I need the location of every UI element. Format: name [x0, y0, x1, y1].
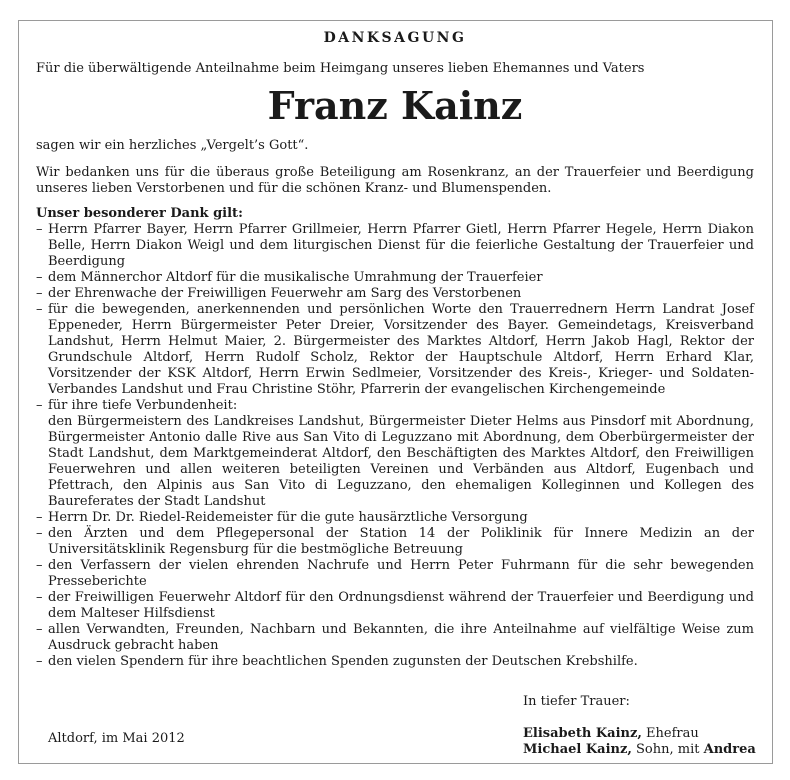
mourner-line [523, 742, 756, 758]
mourner-extra: Andrea [703, 742, 756, 757]
mourner-role: Ehefrau [646, 726, 699, 741]
list-item-text: den Ärzten und dem Pflegepersonal der Station 14 der Poliklinik für Innere Medizin an der Universitätsklinik Regensburg für die bestmögliche Betreuung [48, 526, 754, 557]
list-dash: – [36, 286, 43, 301]
list-item-text: allen Verwandten, Freunden, Nachbarn und Bekannten, die ihre Anteilnahme auf vielfältige Weise zum Ausdruck gebracht haben [48, 622, 754, 653]
list-dash: – [36, 590, 43, 605]
thanks-paragraph: Wir bedanken uns für die überaus große Beteiligung am Rosenkranz, an der Trauerfeier und Beerdigung unseres lieben Verstorbenen und für die schönen Kranz- und Blumenspenden. [36, 165, 754, 196]
list-dash: – [36, 654, 43, 669]
thanks-list-item [36, 558, 754, 590]
mourner-line [523, 726, 756, 742]
list-item-text: der Freiwilligen Feuerwehr Altdorf für den Ordnungsdienst während der Trauerfeier und Beerdigung und dem Malteser Hilfsdienst [48, 590, 754, 621]
deceased-name: Franz Kainz [267, 83, 523, 128]
thanks-list-item [36, 510, 754, 526]
thanks-list-item [36, 286, 754, 302]
thanks-list-item [36, 270, 754, 286]
list-dash: – [36, 622, 43, 637]
mourner-name: Elisabeth Kainz, [523, 726, 642, 741]
place-date: Altdorf, im Mai 2012 [48, 731, 185, 746]
spacer [523, 710, 756, 726]
notice-heading: DANKSAGUNG [323, 30, 467, 46]
list-item-text: den Verfassern der vielen ehrenden Nachrufe und Herrn Peter Fuhrmann für die sehr bewegenden Presseberichte [48, 558, 754, 589]
list-item-subtext: den Bürgermeistern des Landkreises Landshut, Bürgermeister Dieter Helms aus Pinsdorf mit Abordnung, Bürgermeister Antonio dalle Rive aus San Vito di Leguzzano mit Abordnung, dem Oberbürgermeister der Stadt Landshut, dem Marktgemeinderat Altdorf, den Beschäftigten des Marktes Altdorf, den Freiwilligen Feuerwehren und allen weiteren beteiligten Vereinen und Verbänden aus Altdorf, Eugenbach und Pfettrach, den Alpinis aus San Vito di Leguzzano, den ehemaligen Kolleginnen und Kollegen des Baureferates der Stadt Landshut [48, 414, 754, 509]
thanks-line: sagen wir ein herzliches „Vergelt’s Gott“. [36, 138, 309, 153]
list-item-text: den vielen Spendern für ihre beachtlichen Spenden zugunsten der Deutschen Krebshilfe. [48, 654, 638, 669]
list-item-text: Herrn Pfarrer Bayer, Herrn Pfarrer Grillmeier, Herrn Pfarrer Gietl, Herrn Pfarrer Hegele, Herrn Diakon Belle, Herrn Diakon Weigl und dem liturgischen Dienst für die feierliche Gestaltung der Trauerfeier und Beerdigung [48, 222, 754, 269]
list-dash: – [36, 222, 43, 237]
thanks-list-item [36, 622, 754, 654]
intro-line: Für die überwältigende Anteilnahme beim Heimgang unseres lieben Ehemannes und Vaters [36, 61, 645, 76]
list-item-text: der Ehrenwache der Freiwilligen Feuerwehr am Sarg des Verstorbenen [48, 286, 522, 301]
list-dash: – [36, 398, 43, 413]
mourner-name: Michael Kainz, [523, 742, 632, 757]
mourner-role: Sohn, mit [636, 742, 700, 757]
list-dash: – [36, 526, 43, 541]
mourners-block [523, 694, 756, 758]
list-dash: – [36, 270, 43, 285]
special-thanks-list [36, 222, 754, 670]
list-dash: – [36, 510, 43, 525]
list-item-text: Herrn Dr. Dr. Riedel-Reidemeister für die gute hausärztliche Versorgung [48, 510, 528, 525]
thanks-list-item [36, 302, 754, 398]
special-thanks-title: Unser besonderer Dank gilt: [36, 206, 243, 221]
thanks-list-item [36, 222, 754, 270]
mourning-label: In tiefer Trauer: [523, 694, 630, 709]
thanks-list-item [36, 654, 754, 670]
thanks-list-item [36, 398, 754, 510]
thanks-list-item [36, 526, 754, 558]
thanks-list-item [36, 590, 754, 622]
list-item-text: dem Männerchor Altdorf für die musikalische Umrahmung der Trauerfeier [48, 270, 543, 285]
list-item-text: für ihre tiefe Verbundenheit: [48, 398, 238, 413]
list-dash: – [36, 302, 43, 317]
list-dash: – [36, 558, 43, 573]
list-item-text: für die bewegenden, anerkennenden und persönlichen Worte den Trauerrednern Herrn Landrat Josef Eppeneder, Herrn Bürgermeister Peter Dreier, Vorsitzender des Bayer. Gemeindetags, Kreisverband Landshut, Herrn Helmut Maier, 2. Bürgermeister des Marktes Altdorf, Herrn Jakob Hagl, Rektor der Grundschule Altdorf, Herrn Rudolf Scholz, Rektor der Hauptschule Altdorf, Herrn Erhard Klar, Vorsitzender der KSK Altdorf, Herrn Erwin Sedlmeier, Vorsitzender des Kreis-, Krieger- und Soldaten-Verbandes Landshut und Frau Christine Stöhr, Pfarrerin der evangelischen Kirchengemeinde [48, 302, 754, 397]
